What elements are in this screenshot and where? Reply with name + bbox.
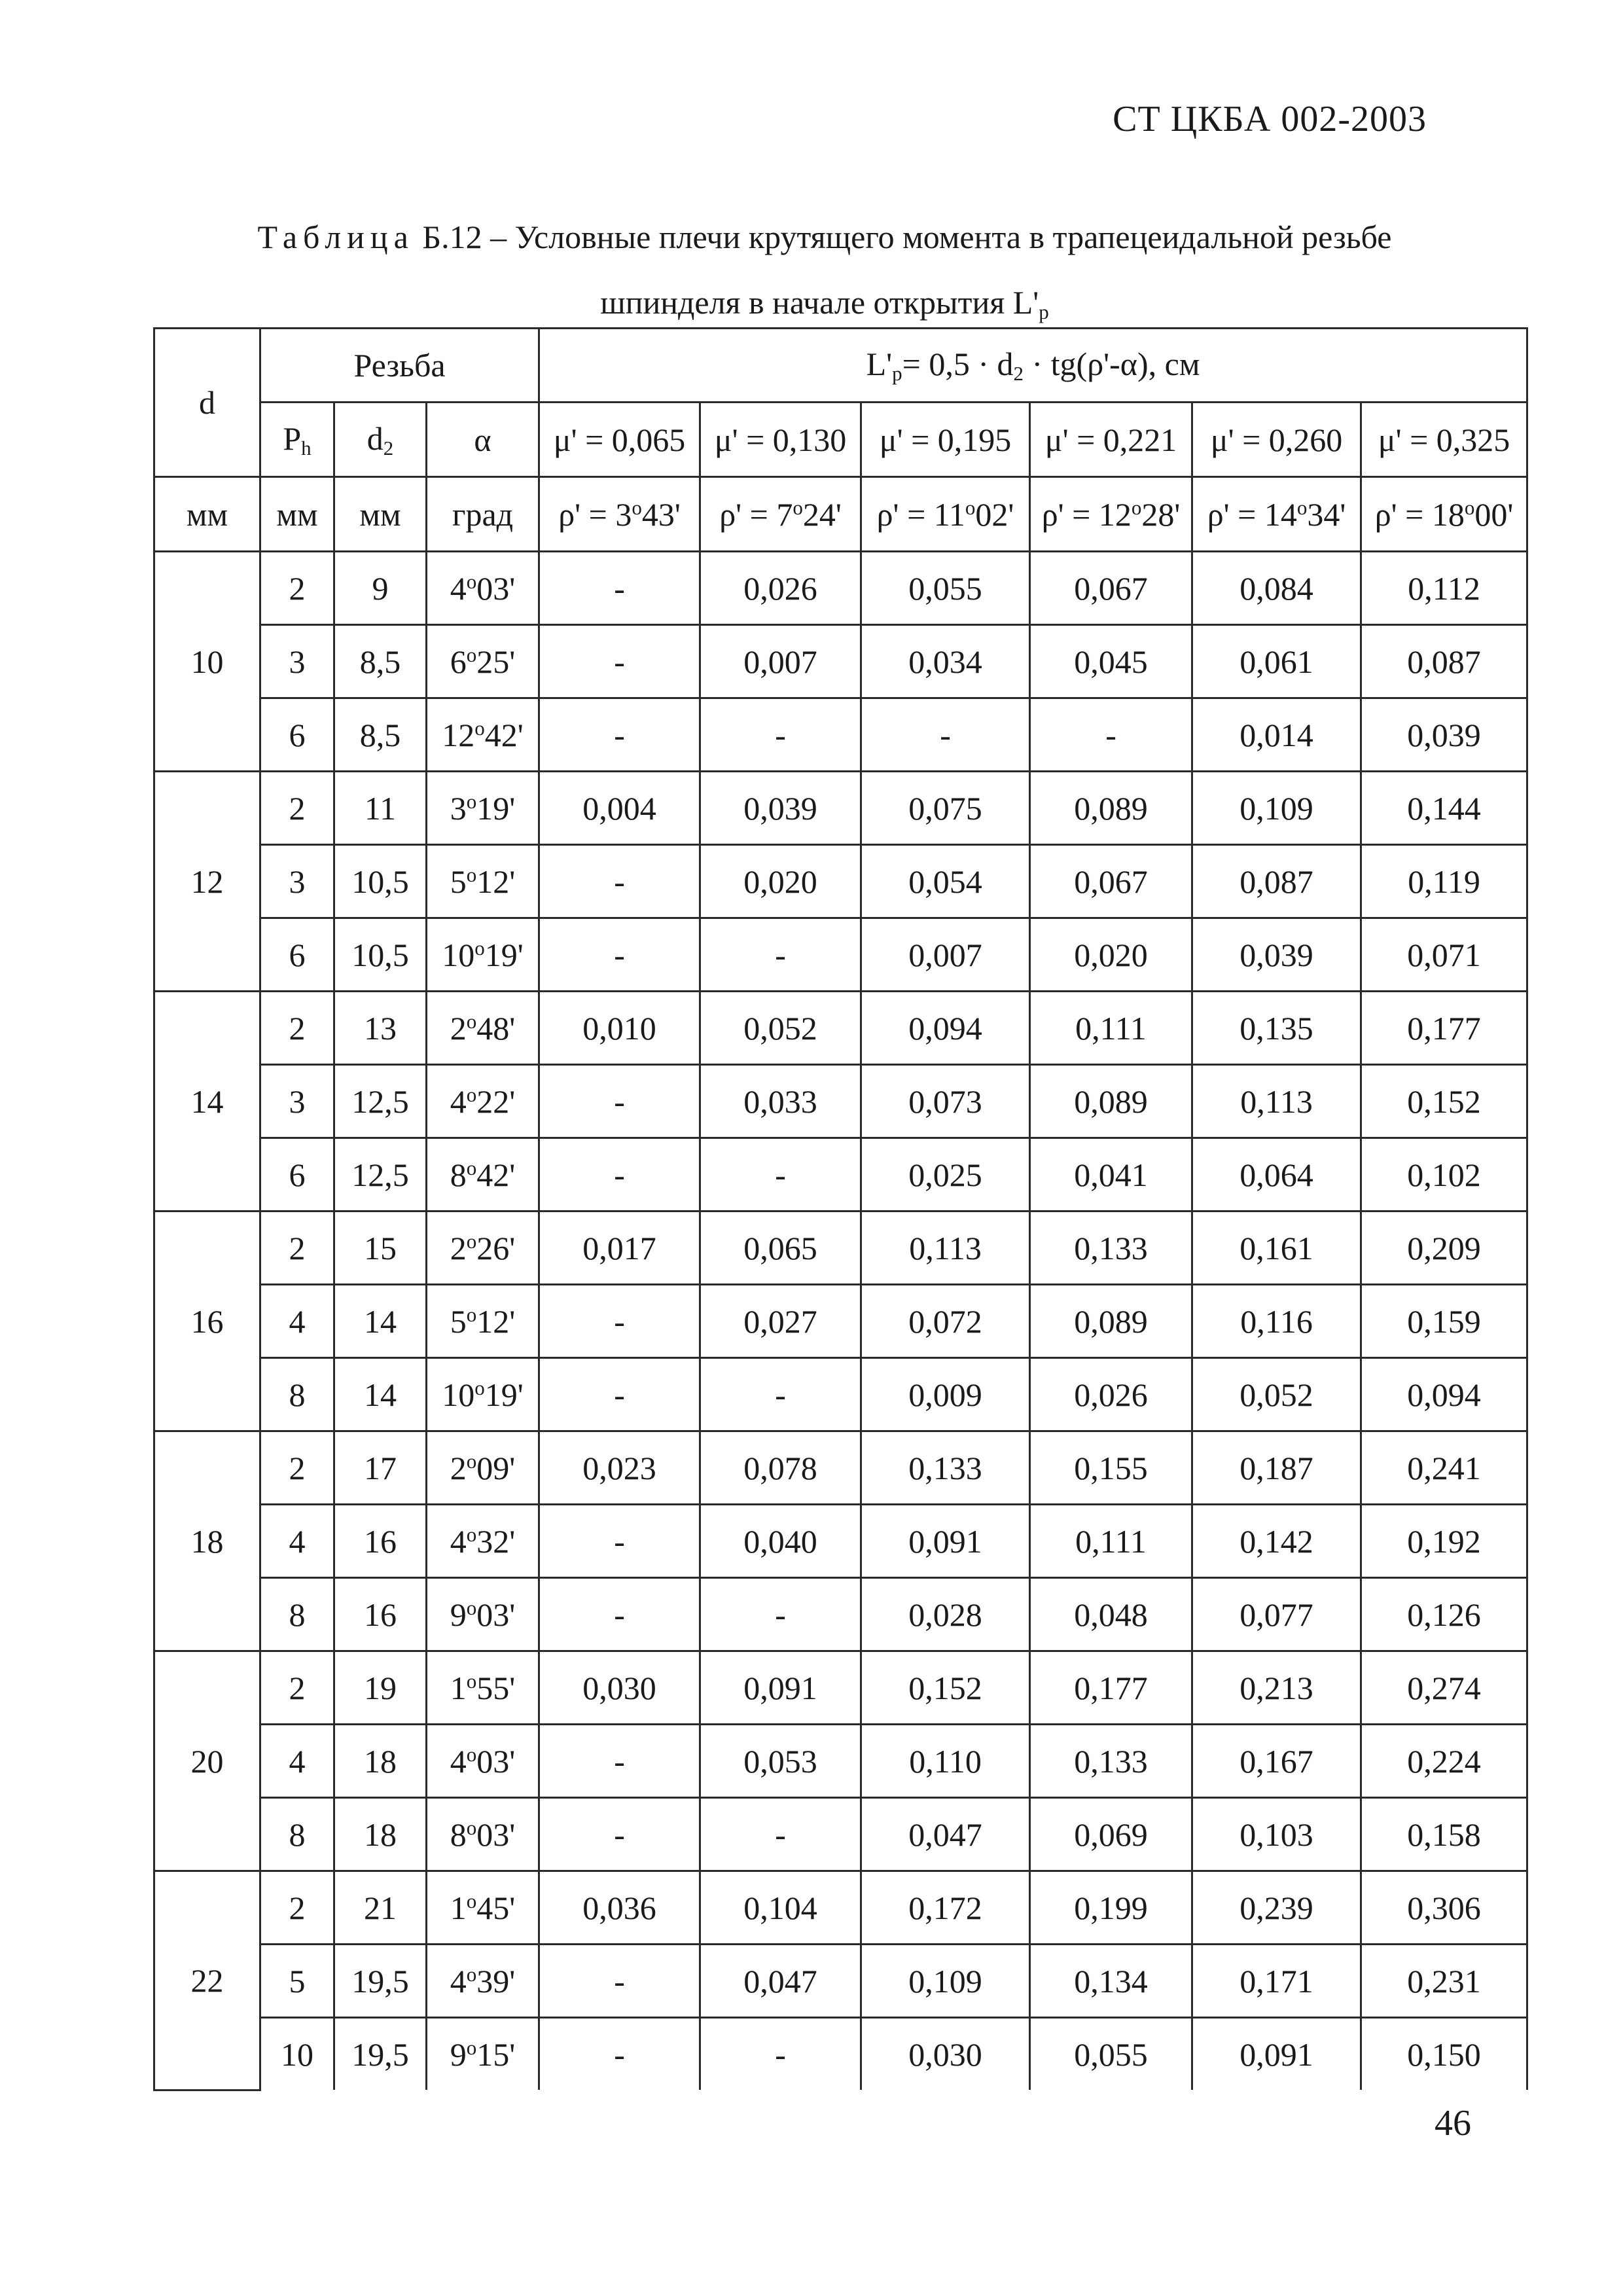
value-cell: 0,030 bbox=[539, 1651, 700, 1725]
value-cell: 0,152 bbox=[861, 1651, 1030, 1725]
value-cell: 0,007 bbox=[700, 625, 861, 698]
value-cell: - bbox=[1030, 698, 1192, 772]
unit-cell: град bbox=[427, 477, 539, 552]
value-cell: 0,052 bbox=[700, 992, 861, 1065]
value-cell: 0,113 bbox=[1192, 1065, 1361, 1138]
table-row bbox=[154, 1431, 1527, 1505]
table-row bbox=[154, 1725, 1527, 1798]
mu-header: μ' = 0,221 bbox=[1030, 403, 1192, 477]
value-cell: 0,047 bbox=[700, 1945, 861, 2018]
alpha-cell: 5$^o$12' bbox=[427, 1285, 539, 1358]
header-row-2 bbox=[154, 403, 1527, 477]
ph-cell: 2 bbox=[260, 1431, 334, 1505]
value-cell: 0,172 bbox=[861, 1871, 1030, 1945]
table-row bbox=[154, 1945, 1527, 2018]
value-cell: 0,067 bbox=[1030, 845, 1192, 918]
alpha-cell: 2$^o$48' bbox=[427, 992, 539, 1065]
d-cell: 18 bbox=[154, 1431, 260, 1651]
value-cell: 0,072 bbox=[861, 1285, 1030, 1358]
value-cell: 0,039 bbox=[1361, 698, 1527, 772]
alpha-cell: 10$^o$19' bbox=[427, 1358, 539, 1431]
value-cell: - bbox=[539, 845, 700, 918]
caption-number: Б.12 – bbox=[422, 219, 507, 255]
caption-line-2: шпинделя в начале открытия $L'_р$ bbox=[600, 284, 1049, 323]
value-cell: 0,071 bbox=[1361, 918, 1527, 992]
value-cell: 0,014 bbox=[1192, 698, 1361, 772]
ph-cell: 4 bbox=[260, 1505, 334, 1578]
d2-cell: 13 bbox=[334, 992, 427, 1065]
table-row bbox=[154, 1578, 1527, 1651]
table-row bbox=[154, 992, 1527, 1065]
table-caption bbox=[196, 204, 1453, 345]
value-cell: - bbox=[539, 1138, 700, 1211]
value-cell: 0,111 bbox=[1030, 1505, 1192, 1578]
value-cell: 0,171 bbox=[1192, 1945, 1361, 2018]
ph-cell: 3 bbox=[260, 845, 334, 918]
value-cell: 0,054 bbox=[861, 845, 1030, 918]
d2-cell: 19,5 bbox=[334, 2018, 427, 2090]
ph-cell: 2 bbox=[260, 1871, 334, 1945]
table-row bbox=[154, 1505, 1527, 1578]
table-row bbox=[154, 1285, 1527, 1358]
mu-header: μ' = 0,130 bbox=[700, 403, 861, 477]
value-cell: 0,004 bbox=[539, 772, 700, 845]
mu-header: μ' = 0,065 bbox=[539, 403, 700, 477]
table-row bbox=[154, 1358, 1527, 1431]
mu-header: μ' = 0,325 bbox=[1361, 403, 1527, 477]
value-cell: 0,007 bbox=[861, 918, 1030, 992]
value-cell: 0,126 bbox=[1361, 1578, 1527, 1651]
ph-cell: 2 bbox=[260, 1651, 334, 1725]
d2-cell: 10,5 bbox=[334, 845, 427, 918]
d2-cell: 16 bbox=[334, 1578, 427, 1651]
d-cell: 16 bbox=[154, 1211, 260, 1431]
d-cell: 12 bbox=[154, 772, 260, 992]
table-row bbox=[154, 845, 1527, 918]
value-cell: 0,133 bbox=[1030, 1211, 1192, 1285]
value-cell: 0,133 bbox=[861, 1431, 1030, 1505]
value-cell: 0,231 bbox=[1361, 1945, 1527, 2018]
value-cell: 0,152 bbox=[1361, 1065, 1527, 1138]
value-cell: - bbox=[539, 2018, 700, 2090]
value-cell: - bbox=[539, 1798, 700, 1871]
ph-header: $P_h$ bbox=[260, 403, 334, 477]
value-cell: - bbox=[700, 1798, 861, 1871]
rho-header: $\rho' = 12^o28'$ bbox=[1030, 477, 1192, 552]
value-cell: 0,052 bbox=[1192, 1358, 1361, 1431]
value-cell: 0,010 bbox=[539, 992, 700, 1065]
value-cell: 0,087 bbox=[1192, 845, 1361, 918]
alpha-cell: 10$^o$19' bbox=[427, 918, 539, 992]
value-cell: 0,135 bbox=[1192, 992, 1361, 1065]
value-cell: 0,094 bbox=[1361, 1358, 1527, 1431]
value-cell: 0,009 bbox=[861, 1358, 1030, 1431]
rho-header: $\rho' = 14^o34'$ bbox=[1192, 477, 1361, 552]
value-cell: 0,065 bbox=[700, 1211, 861, 1285]
value-cell: - bbox=[700, 1578, 861, 1651]
d2-cell: 12,5 bbox=[334, 1065, 427, 1138]
value-cell: - bbox=[539, 1725, 700, 1798]
value-cell: 0,055 bbox=[861, 552, 1030, 625]
ph-cell: 4 bbox=[260, 1285, 334, 1358]
table-row bbox=[154, 1065, 1527, 1138]
value-cell: - bbox=[539, 1578, 700, 1651]
value-cell: 0,116 bbox=[1192, 1285, 1361, 1358]
d2-cell: 10,5 bbox=[334, 918, 427, 992]
value-cell: - bbox=[700, 1358, 861, 1431]
table-row bbox=[154, 552, 1527, 625]
value-cell: 0,061 bbox=[1192, 625, 1361, 698]
value-cell: 0,159 bbox=[1361, 1285, 1527, 1358]
value-cell: 0,089 bbox=[1030, 1285, 1192, 1358]
value-cell: 0,109 bbox=[861, 1945, 1030, 2018]
value-cell: 0,084 bbox=[1192, 552, 1361, 625]
d2-cell: 18 bbox=[334, 1798, 427, 1871]
value-cell: 0,144 bbox=[1361, 772, 1527, 845]
value-cell: - bbox=[539, 1945, 700, 2018]
value-cell: - bbox=[861, 698, 1030, 772]
d-cell: 14 bbox=[154, 992, 260, 1211]
table-row bbox=[154, 918, 1527, 992]
unit-cell: мм bbox=[334, 477, 427, 552]
value-cell: 0,020 bbox=[1030, 918, 1192, 992]
value-cell: 0,067 bbox=[1030, 552, 1192, 625]
ph-cell: 10 bbox=[260, 2018, 334, 2090]
ph-cell: 3 bbox=[260, 1065, 334, 1138]
ph-cell: 3 bbox=[260, 625, 334, 698]
alpha-cell: 9$^o$03' bbox=[427, 1578, 539, 1651]
value-cell: 0,177 bbox=[1361, 992, 1527, 1065]
rho-header: $\rho' = 11^o02'$ bbox=[861, 477, 1030, 552]
d2-cell: 8,5 bbox=[334, 698, 427, 772]
value-cell: - bbox=[700, 1138, 861, 1211]
alpha-cell: 4$^o$22' bbox=[427, 1065, 539, 1138]
caption-lead: Таблица bbox=[257, 219, 414, 255]
ph-cell: 2 bbox=[260, 552, 334, 625]
value-cell: 0,040 bbox=[700, 1505, 861, 1578]
value-cell: - bbox=[539, 552, 700, 625]
value-cell: 0,087 bbox=[1361, 625, 1527, 698]
table-row bbox=[154, 698, 1527, 772]
alpha-cell: 2$^o$09' bbox=[427, 1431, 539, 1505]
value-cell: 0,161 bbox=[1192, 1211, 1361, 1285]
value-cell: 0,030 bbox=[861, 2018, 1030, 2090]
ph-cell: 4 bbox=[260, 1725, 334, 1798]
table-row bbox=[154, 1138, 1527, 1211]
alpha-cell: 8$^o$42' bbox=[427, 1138, 539, 1211]
table-row bbox=[154, 1211, 1527, 1285]
value-cell: - bbox=[539, 1285, 700, 1358]
value-cell: 0,241 bbox=[1361, 1431, 1527, 1505]
value-cell: 0,109 bbox=[1192, 772, 1361, 845]
d2-cell: 11 bbox=[334, 772, 427, 845]
alpha-cell: 12$^o$42' bbox=[427, 698, 539, 772]
header-row-1 bbox=[154, 329, 1527, 403]
value-cell: - bbox=[539, 1505, 700, 1578]
table-row bbox=[154, 1871, 1527, 1945]
unit-cell: мм bbox=[260, 477, 334, 552]
value-cell: 0,033 bbox=[700, 1065, 861, 1138]
value-cell: 0,306 bbox=[1361, 1871, 1527, 1945]
value-cell: 0,167 bbox=[1192, 1725, 1361, 1798]
value-cell: 0,112 bbox=[1361, 552, 1527, 625]
ph-cell: 6 bbox=[260, 698, 334, 772]
col-d-header: d bbox=[154, 329, 260, 477]
d2-cell: 12,5 bbox=[334, 1138, 427, 1211]
ph-cell: 8 bbox=[260, 1798, 334, 1871]
d-cell: 22 bbox=[154, 1871, 260, 2090]
alpha-cell: 4$^o$39' bbox=[427, 1945, 539, 2018]
torque-arm-table bbox=[153, 327, 1528, 2091]
value-cell: - bbox=[539, 625, 700, 698]
unit-cell: мм bbox=[154, 477, 260, 552]
caption-text: Условные плечи крутящего момента в трапецеидальной резьбе bbox=[514, 219, 1392, 255]
value-cell: 0,094 bbox=[861, 992, 1030, 1065]
value-cell: 0,034 bbox=[861, 625, 1030, 698]
value-cell: - bbox=[539, 918, 700, 992]
value-cell: 0,036 bbox=[539, 1871, 700, 1945]
mu-header: μ' = 0,195 bbox=[861, 403, 1030, 477]
value-cell: 0,119 bbox=[1361, 845, 1527, 918]
value-cell: 0,142 bbox=[1192, 1505, 1361, 1578]
table-row bbox=[154, 625, 1527, 698]
value-cell: 0,039 bbox=[700, 772, 861, 845]
value-cell: 0,055 bbox=[1030, 2018, 1192, 2090]
value-cell: 0,028 bbox=[861, 1578, 1030, 1651]
table-row bbox=[154, 2018, 1527, 2090]
value-cell: 0,089 bbox=[1030, 772, 1192, 845]
alpha-cell: 1$^o$45' bbox=[427, 1871, 539, 1945]
value-cell: - bbox=[539, 698, 700, 772]
d2-cell: 14 bbox=[334, 1285, 427, 1358]
value-cell: 0,199 bbox=[1030, 1871, 1192, 1945]
alpha-cell: 8$^o$03' bbox=[427, 1798, 539, 1871]
alpha-cell: 4$^o$32' bbox=[427, 1505, 539, 1578]
alpha-cell: 6$^o$25' bbox=[427, 625, 539, 698]
value-cell: 0,091 bbox=[1192, 2018, 1361, 2090]
value-cell: 0,025 bbox=[861, 1138, 1030, 1211]
value-cell: 0,213 bbox=[1192, 1651, 1361, 1725]
value-cell: - bbox=[700, 698, 861, 772]
ph-cell: 2 bbox=[260, 772, 334, 845]
value-cell: 0,110 bbox=[861, 1725, 1030, 1798]
value-cell: 0,039 bbox=[1192, 918, 1361, 992]
thread-group-header: Резьба bbox=[260, 329, 539, 403]
value-cell: 0,113 bbox=[861, 1211, 1030, 1285]
value-cell: 0,041 bbox=[1030, 1138, 1192, 1211]
value-cell: - bbox=[700, 918, 861, 992]
alpha-cell: 4$^o$03' bbox=[427, 552, 539, 625]
value-cell: 0,192 bbox=[1361, 1505, 1527, 1578]
value-cell: 0,047 bbox=[861, 1798, 1030, 1871]
d-cell: 20 bbox=[154, 1651, 260, 1871]
value-cell: 0,150 bbox=[1361, 2018, 1527, 2090]
d2-cell: 14 bbox=[334, 1358, 427, 1431]
alpha-cell: 3$^o$19' bbox=[427, 772, 539, 845]
ph-cell: 8 bbox=[260, 1358, 334, 1431]
value-cell: 0,077 bbox=[1192, 1578, 1361, 1651]
value-cell: 0,134 bbox=[1030, 1945, 1192, 2018]
ph-cell: 2 bbox=[260, 1211, 334, 1285]
value-cell: - bbox=[539, 1358, 700, 1431]
value-cell: 0,045 bbox=[1030, 625, 1192, 698]
ph-cell: 8 bbox=[260, 1578, 334, 1651]
value-cell: 0,111 bbox=[1030, 992, 1192, 1065]
value-cell: 0,091 bbox=[861, 1505, 1030, 1578]
value-cell: 0,177 bbox=[1030, 1651, 1192, 1725]
value-cell: 0,209 bbox=[1361, 1211, 1527, 1285]
value-cell: - bbox=[700, 2018, 861, 2090]
value-cell: 0,102 bbox=[1361, 1138, 1527, 1211]
value-cell: 0,158 bbox=[1361, 1798, 1527, 1871]
d2-cell: 21 bbox=[334, 1871, 427, 1945]
d2-header: $d_2$ bbox=[334, 403, 427, 477]
ph-cell: 6 bbox=[260, 1138, 334, 1211]
rho-header: $\rho' = 18^o00'$ bbox=[1361, 477, 1527, 552]
value-cell: 0,048 bbox=[1030, 1578, 1192, 1651]
value-cell: 0,078 bbox=[700, 1431, 861, 1505]
d2-cell: 8,5 bbox=[334, 625, 427, 698]
ph-cell: 6 bbox=[260, 918, 334, 992]
alpha-header: α bbox=[427, 403, 539, 477]
d2-cell: 18 bbox=[334, 1725, 427, 1798]
formula-header: $L'_p= 0,5 \cdot d_2 \cdot tg(\rho'-\alpha)$, см bbox=[539, 329, 1527, 403]
table-body bbox=[154, 552, 1527, 2090]
value-cell: 0,103 bbox=[1192, 1798, 1361, 1871]
table-row bbox=[154, 1651, 1527, 1725]
value-cell: 0,026 bbox=[1030, 1358, 1192, 1431]
alpha-cell: 5$^o$12' bbox=[427, 845, 539, 918]
value-cell: 0,073 bbox=[861, 1065, 1030, 1138]
d-cell: 10 bbox=[154, 552, 260, 772]
value-cell: 0,155 bbox=[1030, 1431, 1192, 1505]
value-cell: 0,239 bbox=[1192, 1871, 1361, 1945]
value-cell: 0,026 bbox=[700, 552, 861, 625]
table-row bbox=[154, 772, 1527, 845]
value-cell: 0,027 bbox=[700, 1285, 861, 1358]
ph-cell: 2 bbox=[260, 992, 334, 1065]
d2-cell: 17 bbox=[334, 1431, 427, 1505]
alpha-cell: 9$^o$15' bbox=[427, 2018, 539, 2090]
rho-header: $\rho' = 7^o24'$ bbox=[700, 477, 861, 552]
d2-cell: 15 bbox=[334, 1211, 427, 1285]
value-cell: 0,104 bbox=[700, 1871, 861, 1945]
alpha-cell: 4$^o$03' bbox=[427, 1725, 539, 1798]
value-cell: - bbox=[539, 1065, 700, 1138]
value-cell: 0,020 bbox=[700, 845, 861, 918]
table-row bbox=[154, 1798, 1527, 1871]
value-cell: 0,075 bbox=[861, 772, 1030, 845]
value-cell: 0,187 bbox=[1192, 1431, 1361, 1505]
rho-header: $\rho' = 3^o43'$ bbox=[539, 477, 700, 552]
d2-cell: 19,5 bbox=[334, 1945, 427, 2018]
value-cell: 0,133 bbox=[1030, 1725, 1192, 1798]
ph-cell: 5 bbox=[260, 1945, 334, 2018]
value-cell: 0,224 bbox=[1361, 1725, 1527, 1798]
page-number: 46 bbox=[1435, 2103, 1471, 2144]
value-cell: 0,017 bbox=[539, 1211, 700, 1285]
d2-cell: 19 bbox=[334, 1651, 427, 1725]
value-cell: 0,069 bbox=[1030, 1798, 1192, 1871]
value-cell: 0,089 bbox=[1030, 1065, 1192, 1138]
d2-cell: 9 bbox=[334, 552, 427, 625]
value-cell: 0,053 bbox=[700, 1725, 861, 1798]
value-cell: 0,023 bbox=[539, 1431, 700, 1505]
value-cell: 0,064 bbox=[1192, 1138, 1361, 1211]
value-cell: 0,091 bbox=[700, 1651, 861, 1725]
alpha-cell: 2$^o$26' bbox=[427, 1211, 539, 1285]
document-code: СТ ЦКБА 002-2003 bbox=[1113, 99, 1427, 139]
mu-header: μ' = 0,260 bbox=[1192, 403, 1361, 477]
value-cell: 0,274 bbox=[1361, 1651, 1527, 1725]
d2-cell: 16 bbox=[334, 1505, 427, 1578]
header-row-units bbox=[154, 477, 1527, 552]
alpha-cell: 1$^o$55' bbox=[427, 1651, 539, 1725]
